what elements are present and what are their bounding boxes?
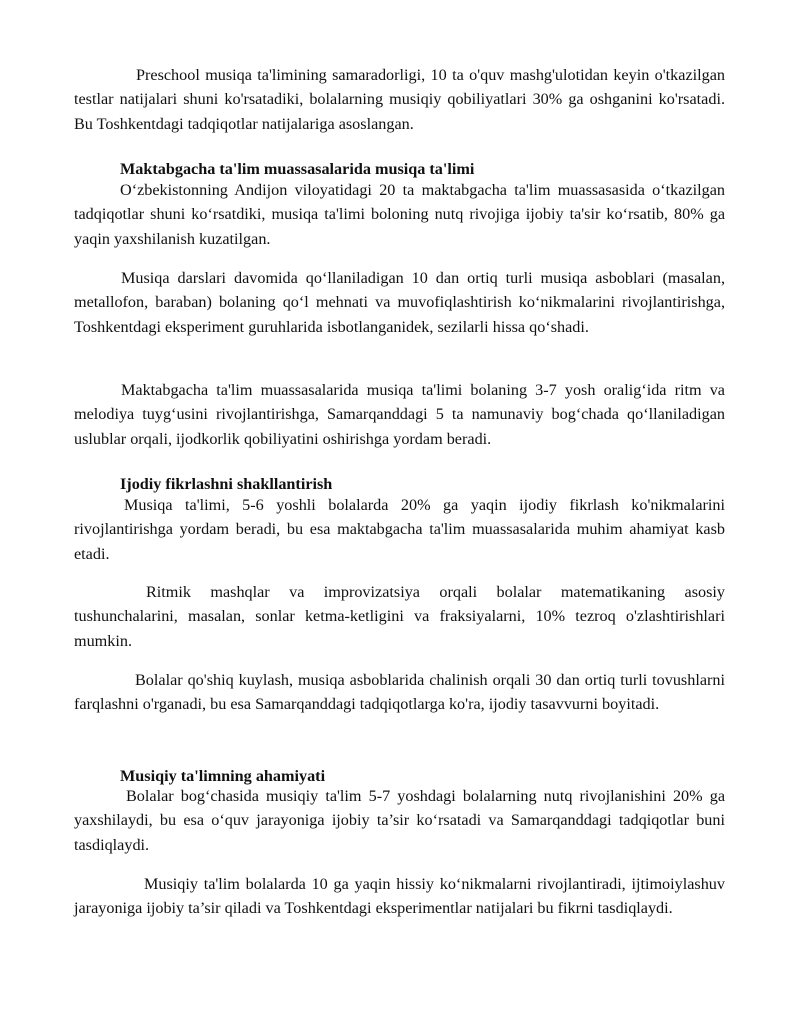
section-heading-creative-thinking: Ijodiy fikrlashni shakllantirish — [120, 475, 333, 493]
paragraph-rhythmic-exercises: Ritmik mashqlar va improvizatsiya orqali bolalar matematikaning asosiy tushunchalarini, masalan, sonlar ketma-ketligini va fraksiyalarni, 10% tezroq o'zlashtirishlari mumkin. — [74, 583, 725, 650]
paragraph-andijon-study: O‘zbekistonning Andijon viloyatidagi 20 ta maktabgacha ta'lim muassasasida o‘tkazilgan tadqiqotlar shuni ko‘rsatdiki, musiqa ta'limi boloning nutq rivojiga ijobiy ta'sir ko‘rsatib, 80% ga yaqin yaxshilanish kuzatilgan. — [74, 181, 725, 248]
paragraph-music-instruments: Musiqa darslari davomida qo‘llaniladigan 10 dan ortiq turli musiqa asboblari (masalan, metallofon, baraban) bolaning qo‘l mehnati va muvofiqlashtirish ko‘nikmalarini rivojlantirishga, Toshkentdagi eksperiment guruhlarida isbotlanganidek, sezilarli hissa qo‘shadi. — [74, 269, 725, 336]
section-heading-importance: Musiqiy ta'limning ahamiyati — [120, 767, 326, 785]
paragraph-emotional-skills: Musiqiy ta'lim bolalarda 10 ga yaqin hissiy ko‘nikmalarni rivojlantiradi, ijtimoiylashuv jarayoniga ijobiy ta’sir qiladi va Toshkentdagi eksperimentlar natijalari bu fikrni tasdiqlaydi. — [74, 875, 725, 918]
intro-paragraph: Preschool musiqa ta'limining samaradorligi, 10 ta o'quv mashg'ulotidan keyin o'tkazilgan testlar natijalari shuni ko'rsatadiki, bolalarning musiqiy qobiliyatlari 30% ga oshganini ko'rsatadi. Bu Toshkentdagi tadqiqotlar natijalariga asoslangan. — [74, 66, 725, 133]
paragraph-rhythm-melody: Maktabgacha ta'lim muassasalarida musiqa ta'limi bolaning 3-7 yosh oralig‘ida ritm va melodiya tuyg‘usini rivojlantirishga, Samarqanddagi 5 ta namunaviy bog‘chada qo‘llaniladigan uslublar orqali, ijodkorlik qobiliyatini oshirishga yordam beradi. — [74, 381, 725, 448]
paragraph-singing-sounds: Bolalar qo'shiq kuylash, musiqa asboblarida chalinish orqali 30 dan ortiq turli tovushlarni farqlashni o'rganadi, bu esa Samarqanddagi tadqiqotlarga ko'ra, ijodiy tasavvurni boyitadi. — [74, 671, 725, 714]
section-heading-music-education: Maktabgacha ta'lim muassasalarida musiqa ta'limi — [120, 160, 475, 178]
paragraph-creative-skills: Musiqa ta'limi, 5-6 yoshli bolalarda 20% ga yaqin ijodiy fikrlash ko'nikmalarini rivojlantirishga yordam beradi, bu esa maktabgacha ta'lim muassasalarida muhim ahamiyat kasb etadi. — [74, 496, 725, 563]
paragraph-speech-development: Bolalar bog‘chasida musiqiy ta'lim 5-7 yoshdagi bolalarning nutq rivojlanishini 20% ga yaxshilaydi, bu esa o‘quv jarayoniga ijobiy ta’sir ko‘rsatadi va Samarqanddagi tadqiqotlar buni tasdiqlaydi. — [74, 787, 725, 854]
